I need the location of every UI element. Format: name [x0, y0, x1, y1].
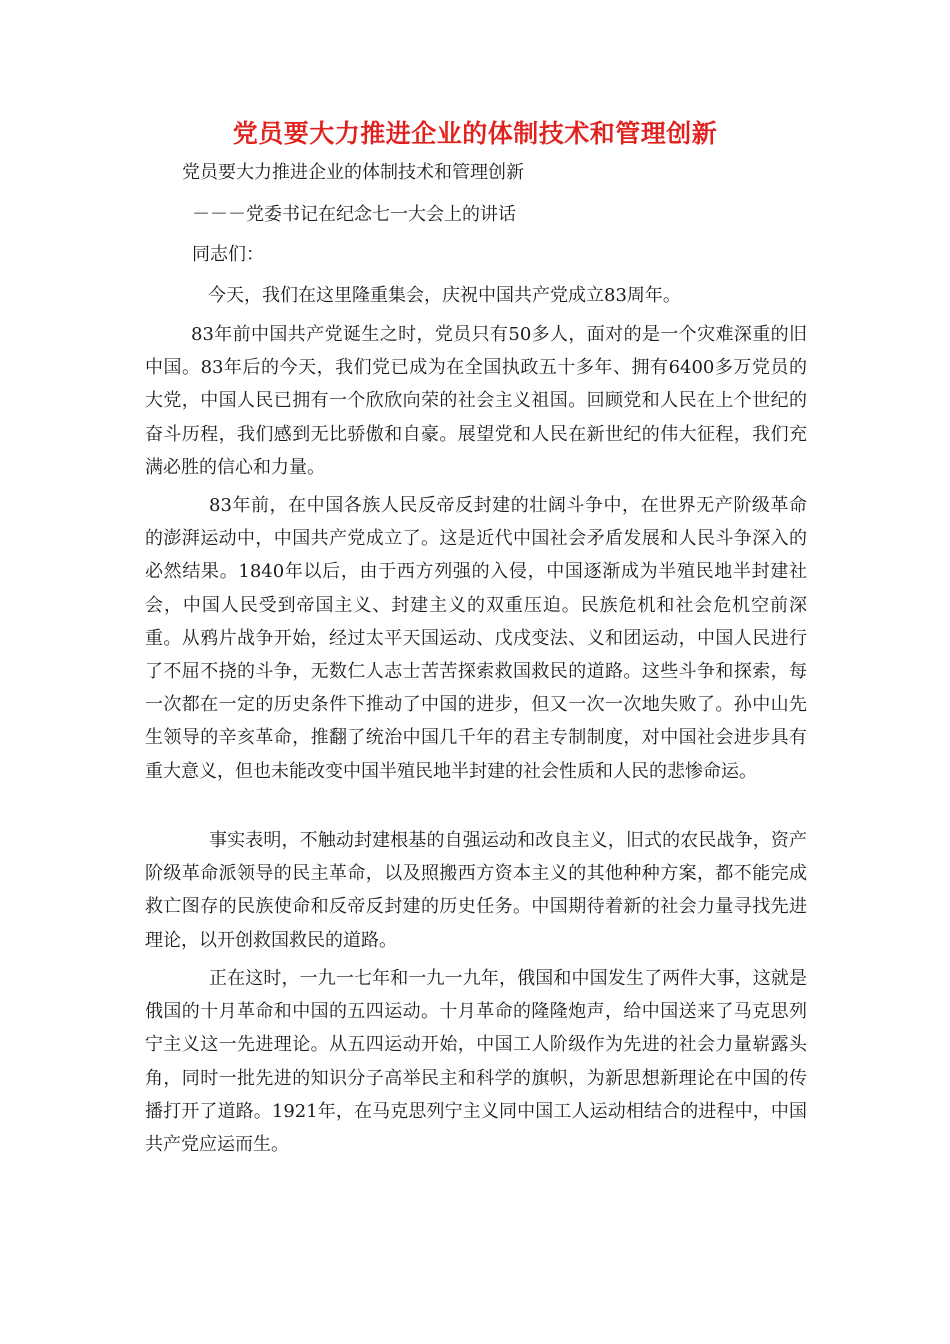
body-paragraph-2: 83年前，在中国各族人民反帝反封建的壮阔斗争中，在世界无产阶级革命的澎湃运动中，中国共产党成立了。这是近代中国社会矛盾发展和人民斗争深入的必然结果。1840年以后，由于西方列强的入侵，中国逐渐成为半殖民地半封建社会，中国人民受到帝国主义、封建主义的双重压迫。民族危机和社会危机空前深重。从鸦片战争开始，经过太平天国运动、戊戌变法、义和团运动，中国人民进行了不屈不挠的斗争，无数仁人志士苦苦探索救国救民的道路。这些斗争和探索，每一次都在一定的历史条件下推动了中国的进步，但又一次一次地失败了。孙中山先生领导的辛亥革命，推翻了统治中国几千年的君主专制制度，对中国社会进步具有重大意义，但也未能改变中国半殖民地半封建的社会性质和人民的悲惨命运。: [145, 495, 807, 782]
document-title: 党员要大力推进企业的体制技术和管理创新: [232, 119, 718, 148]
greeting: 同志们：: [192, 244, 264, 265]
body-paragraph-1: 83年前中国共产党诞生之时，党员只有50多人，面对的是一个灾难深重的旧中国。83年后的今天，我们党已成为在全国执政五十多年、拥有6400多万党员的大党，中国人民已拥有一个欣欣向荣的社会主义祖国。回顾党和人民在上个世纪的奋斗历程，我们感到无比骄傲和自豪。展望党和人民在新世纪的伟大征程，我们充满必胜的信心和力量。: [145, 324, 807, 478]
document-subtitle: 党员要大力推进企业的体制技术和管理创新: [182, 162, 524, 183]
body-paragraph-4: 正在这时，一九一七年和一九一九年，俄国和中国发生了两件大事，这就是俄国的十月革命和中国的五四运动。十月革命的隆隆炮声，给中国送来了马克思列宁主义这一先进理论。从五四运动开始，中国工人阶级作为先进的社会力量崭露头角，同时一批先进的知识分子高举民主和科学的旗帜，为新思想新理论在中国的传播打开了道路。1921年，在马克思列宁主义同中国工人运动相结合的进程中，中国共产党应运而生。: [145, 968, 807, 1156]
body-paragraph-3: 事实表明，不触动封建根基的自强运动和改良主义，旧式的农民战争，资产阶级革命派领导的民主革命，以及照搬西方资本主义的其他种种方案，都不能完成救亡图存的民族使命和反帝反封建的历史任务。中国期待着新的社会力量寻找先进理论，以开创救国救民的道路。: [145, 830, 807, 951]
speaker-line: －－－党委书记在纪念七一大会上的讲话: [192, 204, 516, 225]
opening-sentence: 今天，我们在这里隆重集会，庆祝中国共产党成立83周年。: [208, 285, 681, 306]
